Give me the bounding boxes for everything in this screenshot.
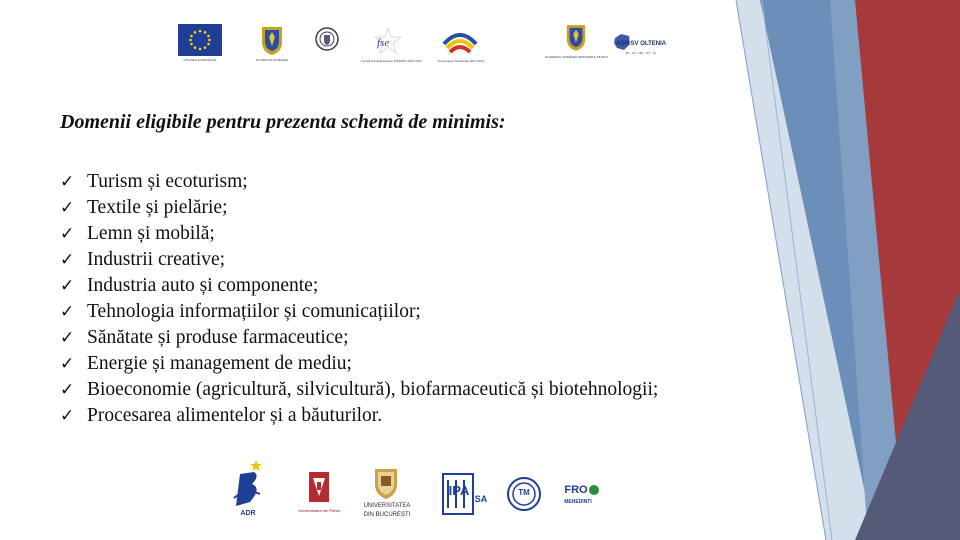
list-item [60,403,658,429]
structural-instruments-icon [441,24,479,56]
univ-bucuresti-city: DIN BUCUREȘTI [363,512,411,518]
list-item-text: Industria auto și componente; [87,275,319,296]
list-item [60,351,658,377]
list-item-text: Industrii creative; [87,249,226,270]
ministry-coat-of-arms-icon [565,22,587,52]
checkmark-icon: ✓ [60,250,75,270]
checkmark-icon: ✓ [60,406,75,426]
checkmark-icon: ✓ [60,354,75,374]
ipa-suffix: SA [474,494,488,504]
tm-label: TM [518,488,530,497]
list-item-text: Procesarea alimentelor și a băuturilor. [87,405,383,426]
checkmark-icon: ✓ [60,198,75,218]
checkmark-icon: ✓ [60,302,75,322]
checkmark-icon: ✓ [60,276,75,296]
bottom-logo-strip [225,456,615,528]
romania-coat-of-arms-icon [260,24,284,56]
list-item-text: Turism și ecoturism; [87,171,248,192]
fro-sub-label: MEHEDINTI [564,499,592,505]
is-caption: Instrumente Structurale 2007-2013 [437,59,485,63]
list-item-text: Tehnologia informațiilor și comunicațiilor; [87,301,421,322]
list-item-text: Lemn și mobilă; [87,223,215,244]
list-item [60,299,658,325]
univ-pitesti-caption: Universitatea din Pitești [298,508,340,513]
adr-counties: DJ · GJ · MH · OT · VL [625,51,657,55]
fse-mark: fse [377,37,390,49]
list-item [60,273,658,299]
list-item-text: Bioeconomie (agricultură, silvicultură), biofarmaceutică și biotehnologii; [87,379,659,400]
checkmark-icon: ✓ [60,172,75,192]
list-item-text: Energie și management de mediu; [87,353,352,374]
checkmark-icon: ✓ [60,224,75,244]
univ-bucuresti-name: UNIVERSITATEA [363,503,411,509]
top-logo-strip [165,14,685,78]
list-item-text: Sănătate și produse farmaceutice; [87,327,349,348]
list-item-text: Textile și pielărie; [87,197,228,218]
checkmark-icon: ✓ [60,328,75,348]
fro-label: FRO [564,484,588,496]
min-caption: GUVERNUL ROMÂNIEI MINISTERUL MUNCII [545,55,608,59]
fse-caption: Fondul Social European POSDRU 2007-2013 [361,59,422,63]
adr-label: ADR [240,510,256,517]
checkmark-icon: ✓ [60,380,75,400]
page-title: Domenii eligibile pentru prezenta schemă de minimis: [60,111,506,133]
fse-star-icon [373,26,403,56]
eu-flag-icon [178,24,222,56]
list-item [60,221,658,247]
list-item [60,377,658,403]
adr-star-logo-icon [230,458,266,510]
list-item [60,169,658,195]
univ-pitesti-logo-icon [307,470,331,504]
list-item [60,325,658,351]
list-item [60,195,658,221]
gov-caption: GUVERNUL ROMÂNIEI [255,58,289,62]
univ-bucuresti-crest-icon [372,466,400,500]
adr-name: ADR SV OLTENIA [615,41,667,47]
ministry-seal-icon [315,27,339,51]
list-item [60,247,658,273]
ipa-label: IPA [448,483,470,498]
eligible-domains-list [60,169,658,429]
eu-caption: UNIUNEA EUROPEANĂ [183,58,217,62]
